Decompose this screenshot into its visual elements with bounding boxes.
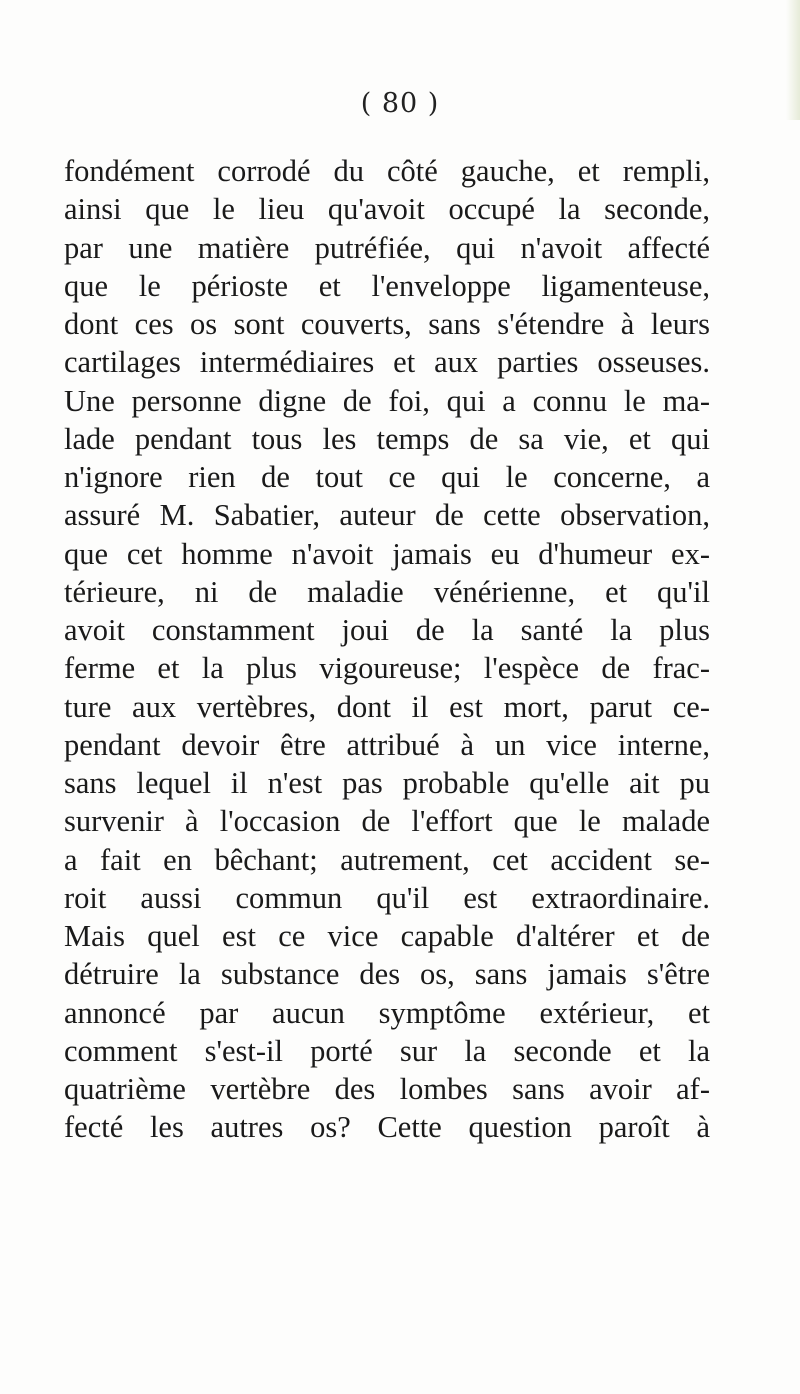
text-line: a fait en bêchant; autrement, cet accident se- bbox=[64, 842, 710, 877]
text-line: ainsi que le lieu qu'avoit occupé la seconde, bbox=[64, 192, 710, 227]
text-line: fecté les autres os? Cette question paroît à bbox=[64, 1110, 710, 1145]
text-line: dont ces os sont couverts, sans s'étendre à leurs bbox=[64, 307, 710, 341]
text-line: n'ignore rien de tout ce qui le concerne, a bbox=[64, 460, 710, 494]
text-line: roit aussi commun qu'il est extraordinaire. bbox=[64, 880, 710, 915]
text-line: assuré M. Sabatier, auteur de cette observation, bbox=[64, 498, 710, 533]
text-line: quatrième vertèbre des lombes sans avoir af- bbox=[64, 1072, 710, 1106]
text-line: avoit constamment joui de la santé la plus bbox=[64, 613, 710, 647]
text-line: térieure, ni de maladie vénérienne, et qu'il bbox=[64, 574, 710, 609]
text-line: sans lequel il n'est pas probable qu'elle ait pu bbox=[64, 766, 710, 800]
text-line: détruire la substance des os, sans jamais s'être bbox=[64, 957, 710, 992]
text-line: Une personne digne de foi, qui a connu le ma- bbox=[64, 383, 710, 418]
text-line: ferme et la plus vigoureuse; l'espèce de frac- bbox=[64, 651, 710, 686]
text-line: ture aux vertèbres, dont il est mort, parut ce- bbox=[64, 689, 710, 724]
text-line: par une matière putréfiée, qui n'avoit affecté bbox=[64, 230, 710, 265]
text-line: Mais quel est ce vice capable d'altérer et de bbox=[64, 919, 710, 953]
page-number: ( 80 ) bbox=[360, 88, 440, 119]
text-line: lade pendant tous les temps de sa vie, et qui bbox=[64, 421, 710, 456]
text-line: cartilages intermédiaires et aux parties osseuses. bbox=[64, 345, 710, 380]
text-line: survenir à l'occasion de l'effort que le malade bbox=[64, 804, 710, 839]
text-line: annoncé par aucun symptôme extérieur, et bbox=[64, 995, 710, 1030]
text-line: fondément corrodé du côté gauche, et rempli, bbox=[64, 154, 710, 188]
text-line: que le périoste et l'enveloppe ligamenteuse, bbox=[64, 268, 710, 303]
text-line: que cet homme n'avoit jamais eu d'humeur ex- bbox=[64, 536, 710, 571]
text-line: pendant devoir être attribué à un vice interne, bbox=[64, 727, 710, 762]
text-line: comment s'est-il porté sur la seconde et la bbox=[64, 1033, 710, 1068]
